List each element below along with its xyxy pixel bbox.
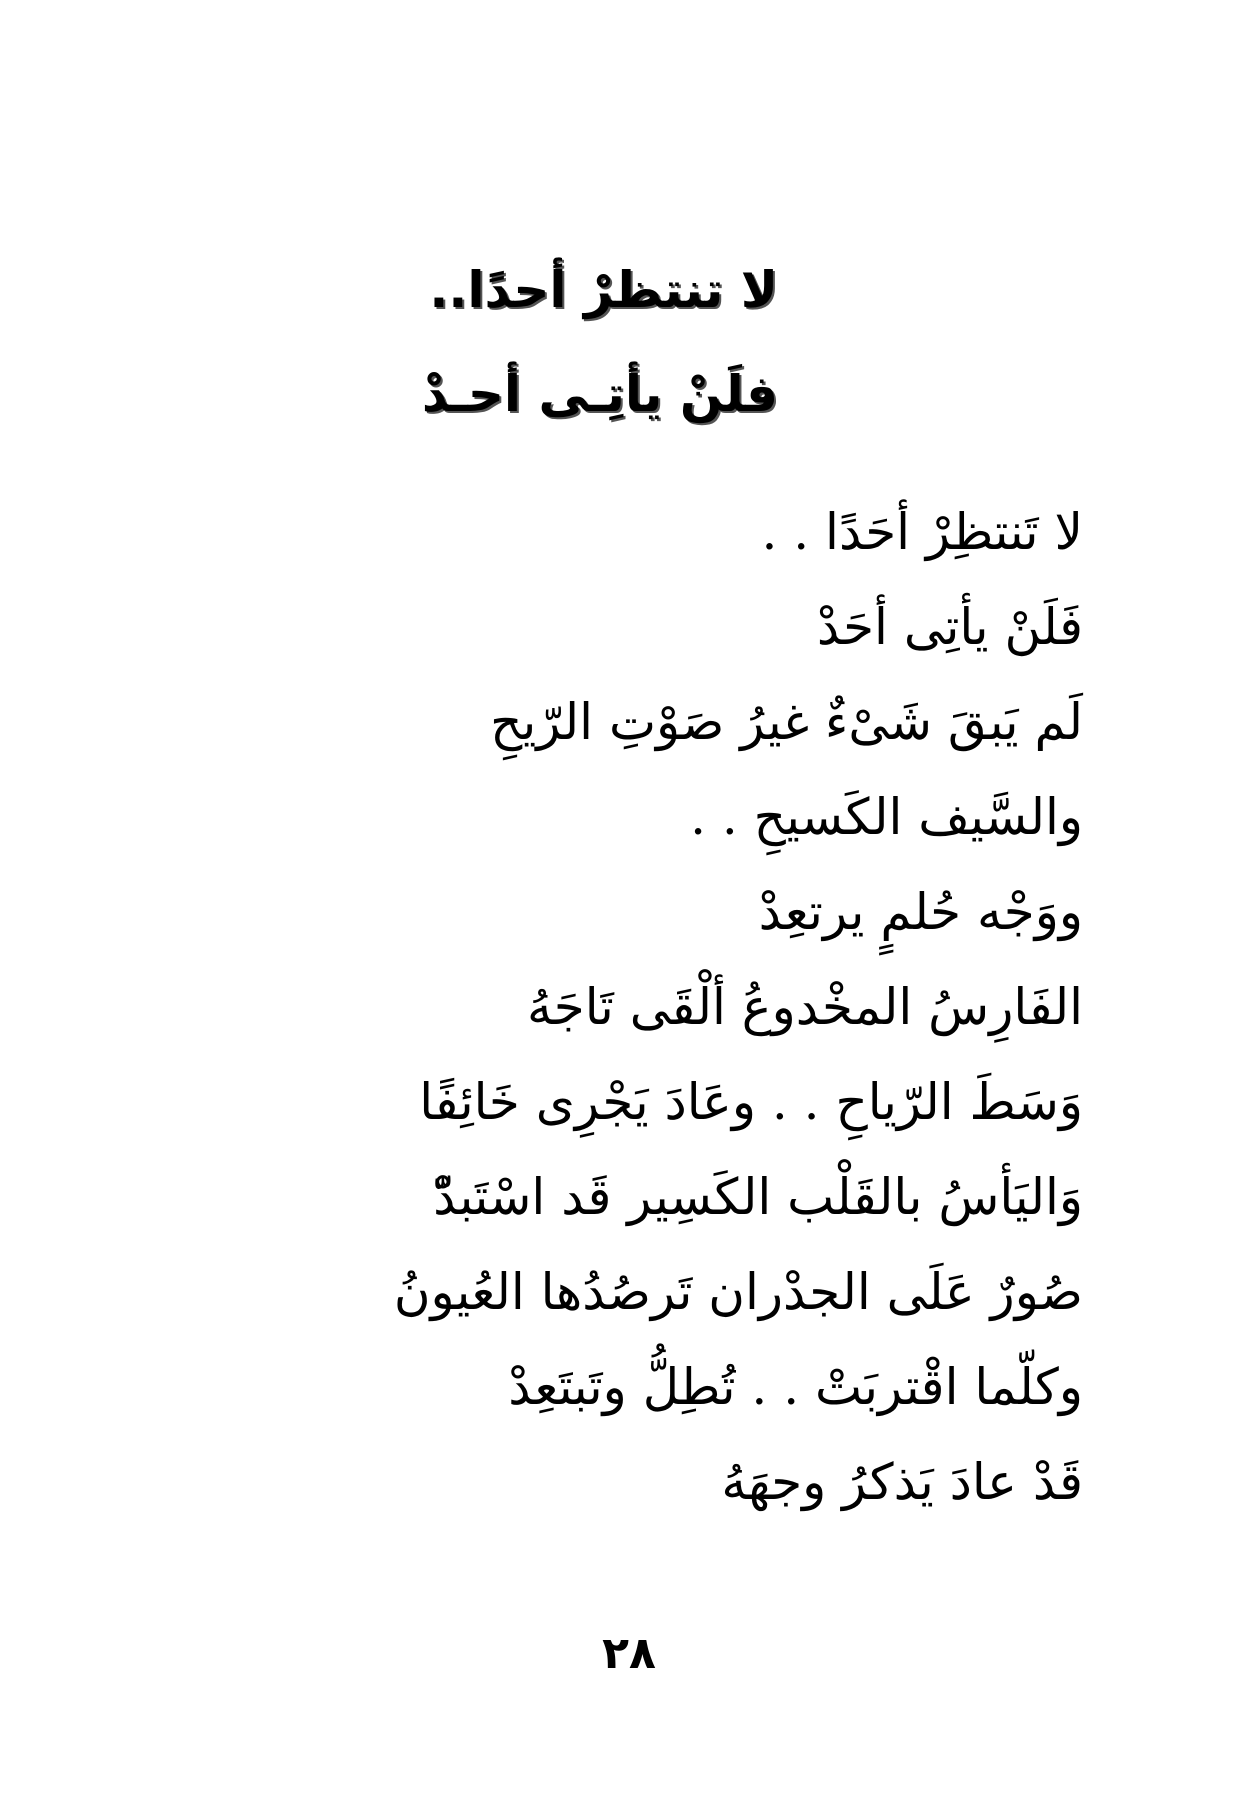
poem-verse-11: قَدْ عادَ يَذكرُ وجهَهُ: [721, 1453, 1083, 1511]
poem-verse-7: وَسَطَ الرّياحِ . . وعَادَ يَجْرِى خَائِفًا: [419, 1073, 1083, 1131]
poem-verse-4: والسَّيف الكَسيحِ . .: [690, 788, 1083, 846]
poem-verse-9: صُورٌ عَلَى الجدْران تَرصُدُها العُيونُ: [393, 1263, 1083, 1321]
poem-verse-2: فَلَنْ يأتِى أحَدْ: [816, 598, 1083, 656]
poem-title: [278, 238, 778, 446]
poem-verse-1: لا تَنتظِرْ أحَدًا . .: [761, 503, 1083, 561]
page-number: ٢٨: [602, 1628, 656, 1679]
poem-title-line-1: لا تنتظرْ أحدًا..: [429, 261, 778, 319]
poem-verse-5: ووَجْه حُلمٍ يرتعِدْ: [758, 883, 1083, 941]
poem-body: [383, 485, 1083, 1530]
poem-verse-3: لَم يَبقَ شَىْءٌ غيرُ صَوْتِ الرّيحِ: [490, 693, 1083, 751]
poem-verse-10: وكلّما اقْتربَتْ . . تُطِلُّ وتَبتَعِدْ: [508, 1358, 1083, 1416]
poem-verse-6: الفَارِسُ المخْدوعُ ألْقَى تَاجَهُ: [526, 978, 1083, 1036]
poem-title-line-2: فلَنْ يأتِـى أحـدْ: [421, 365, 778, 423]
poem-verse-8: وَاليَأسُ بالقَلْب الكَسِير قَد اسْتَبدّْ: [433, 1168, 1083, 1226]
